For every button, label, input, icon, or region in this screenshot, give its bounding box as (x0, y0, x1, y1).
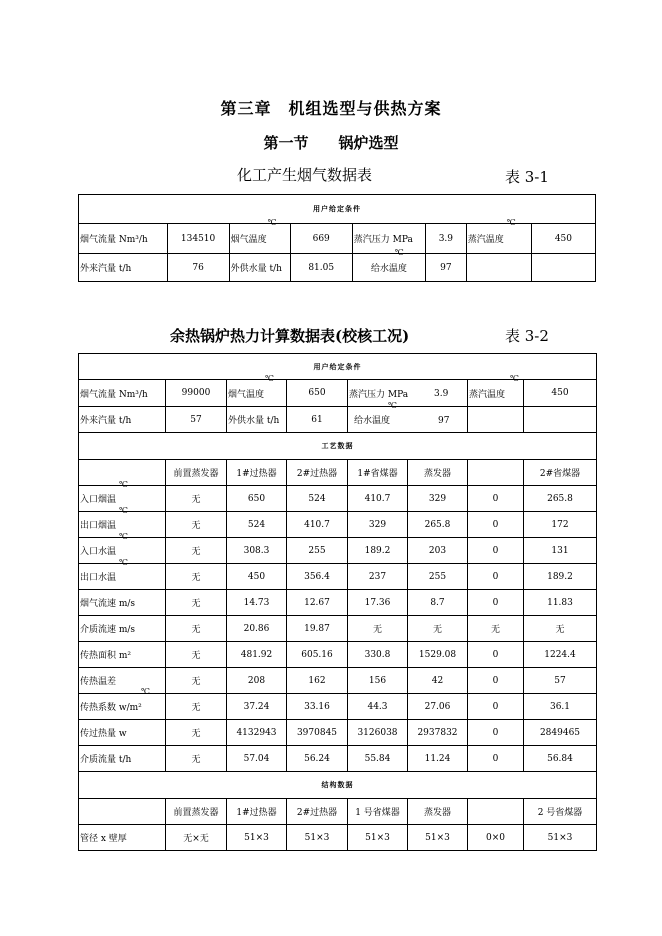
structure-column-header-row (79, 799, 597, 825)
row-label: ℃ 出口水温 (79, 564, 166, 590)
table2-cell: 外来汽量 t/h (79, 407, 166, 433)
table1-cell: ℃ 给水温度 (352, 254, 425, 282)
column-header: 蒸发器 (408, 460, 468, 486)
table-cell: 无 (524, 616, 597, 642)
table1-cell: ℃ 蒸汽温度 (466, 224, 531, 254)
table-cell: 237 (348, 564, 408, 590)
table-row (79, 616, 597, 642)
table2 (78, 353, 597, 851)
table-cell: 0×0 (468, 825, 524, 851)
table1-cell: 3.9 (426, 224, 467, 254)
table-cell: 450 (227, 564, 287, 590)
degree-symbol: ℃ (265, 374, 274, 383)
table1-cell: 外供水量 t/h (229, 254, 290, 282)
table-cell: 无 (166, 746, 227, 772)
table-cell: 265.8 (408, 512, 468, 538)
table1-cell: 450 (531, 224, 595, 254)
table-cell: 356.4 (287, 564, 348, 590)
structure-data-header: 结构数据 (79, 772, 597, 799)
table-cell: 330.8 (348, 642, 408, 668)
table1-cell: 669 (290, 224, 352, 254)
degree-symbol: ℃ (141, 687, 150, 696)
table-cell: 0 (468, 642, 524, 668)
table-cell: 203 (408, 538, 468, 564)
table-cell: 189.2 (524, 564, 597, 590)
table-row (79, 720, 597, 746)
table1-cell: ℃ 烟气温度 (229, 224, 290, 254)
table1-caption: 化工产生烟气数据表 (237, 166, 373, 184)
table-cell: 56.24 (287, 746, 348, 772)
table-row (79, 512, 597, 538)
table-cell: 0 (468, 486, 524, 512)
table2-number: 表 3-2 (505, 327, 549, 345)
table2-caption: 余热锅炉热力计算数据表(校核工况) (170, 327, 410, 345)
table2-cell: 烟气流量 Nm³/h (79, 380, 166, 407)
table-cell: 2849465 (524, 720, 597, 746)
table-cell: 51×3 (408, 825, 468, 851)
table-cell: 无 (348, 616, 408, 642)
table-row (79, 825, 597, 851)
table-cell: 131 (524, 538, 597, 564)
column-header: 前置蒸发器 (166, 460, 227, 486)
table-cell: 524 (227, 512, 287, 538)
table-cell: 162 (287, 668, 348, 694)
table-cell: 无×无 (166, 825, 227, 851)
table-cell: 无 (166, 694, 227, 720)
table-cell: 255 (408, 564, 468, 590)
table1-cell: 81.05 (290, 254, 352, 282)
table2-cell: ℃ 给水温度 97 (348, 407, 468, 433)
degree-symbol: ℃ (119, 480, 128, 489)
table1-cell: 76 (167, 254, 229, 282)
table-cell: 255 (287, 538, 348, 564)
row-label: ℃ 入口烟温 (79, 486, 166, 512)
table-cell: 308.3 (227, 538, 287, 564)
table-cell: 无 (166, 616, 227, 642)
row-label: 介质流量 t/h (79, 746, 166, 772)
table-cell: 无 (166, 590, 227, 616)
table2-cell: 450 (524, 380, 597, 407)
table1-cell: 外来汽量 t/h (79, 254, 168, 282)
table-row (79, 642, 597, 668)
table-cell: 无 (166, 642, 227, 668)
degree-symbol: ℃ (119, 558, 128, 567)
table-cell: 0 (468, 668, 524, 694)
table-cell: 4132943 (227, 720, 287, 746)
table2-cell (524, 407, 597, 433)
table-cell: 51×3 (227, 825, 287, 851)
process-data-header: 工艺数据 (79, 433, 597, 460)
column-header: 1#过热器 (227, 460, 287, 486)
table-cell: 无 (166, 538, 227, 564)
table2-header: 用户给定条件 (79, 354, 597, 380)
degree-symbol: ℃ (510, 374, 519, 383)
table-cell: 1224.4 (524, 642, 597, 668)
table-cell: 51×3 (524, 825, 597, 851)
table-row (79, 668, 597, 694)
table-cell: 3970845 (287, 720, 348, 746)
row-label: 传过热量 w (79, 720, 166, 746)
table-cell: 12.67 (287, 590, 348, 616)
table-cell: 524 (287, 486, 348, 512)
table-cell: 27.06 (408, 694, 468, 720)
table-cell: 无 (166, 486, 227, 512)
column-header-row (79, 460, 597, 486)
table2-cell: 99000 (166, 380, 227, 407)
table2-cell: 蒸汽压力 MPa 3.9 (348, 380, 468, 407)
column-header (468, 460, 524, 486)
table-cell: 36.1 (524, 694, 597, 720)
table-cell: 无 (468, 616, 524, 642)
degree-symbol: ℃ (506, 218, 516, 227)
table-cell: 650 (227, 486, 287, 512)
table-cell: 17.36 (348, 590, 408, 616)
column-header: 2#过热器 (287, 799, 348, 825)
table-cell: 无 (166, 512, 227, 538)
column-header: 前置蒸发器 (166, 799, 227, 825)
table-cell: 0 (468, 512, 524, 538)
column-header: 2#过热器 (287, 460, 348, 486)
table-cell: 1529.08 (408, 642, 468, 668)
table-cell: 56.84 (524, 746, 597, 772)
table-cell: 0 (468, 538, 524, 564)
table2-cell: ℃ 蒸汽温度 (468, 380, 524, 407)
column-header: 2 号省煤器 (524, 799, 597, 825)
table-cell: 51×3 (287, 825, 348, 851)
table-cell: 44.3 (348, 694, 408, 720)
table-cell: 57.04 (227, 746, 287, 772)
table-row (79, 538, 597, 564)
table-row (79, 590, 597, 616)
chapter-title: 第三章 机组选型与供热方案 (220, 99, 442, 118)
degree-symbol: ℃ (267, 218, 277, 227)
table1 (78, 194, 596, 282)
table-cell: 208 (227, 668, 287, 694)
table-cell: 0 (468, 564, 524, 590)
table2-cell: ℃ 烟气温度 (227, 380, 287, 407)
table1-header: 用户给定条件 (79, 195, 596, 224)
table-cell: 172 (524, 512, 597, 538)
row-label: 烟气流速 m/s (79, 590, 166, 616)
table-cell: 265.8 (524, 486, 597, 512)
row-label: ℃ 入口水温 (79, 538, 166, 564)
table-cell: 329 (408, 486, 468, 512)
table-cell: 55.84 (348, 746, 408, 772)
table-cell: 20.86 (227, 616, 287, 642)
table1-number: 表 3-1 (505, 168, 549, 186)
table-cell: 11.83 (524, 590, 597, 616)
table-cell: 11.24 (408, 746, 468, 772)
row-label: ℃ 传热系数 w/m² (79, 694, 166, 720)
table1-cell: 蒸汽压力 MPa (352, 224, 425, 254)
table-cell: 37.24 (227, 694, 287, 720)
row-label: 管径 x 壁厚 (79, 825, 166, 851)
table-cell: 无 (408, 616, 468, 642)
section-title: 第一节 锅炉选型 (263, 134, 399, 152)
table-cell: 33.16 (287, 694, 348, 720)
row-label: 介质流速 m/s (79, 616, 166, 642)
table-cell: 19.87 (287, 616, 348, 642)
column-header: 蒸发器 (408, 799, 468, 825)
table-cell: 329 (348, 512, 408, 538)
table1-cell: 97 (426, 254, 467, 282)
table-row (79, 564, 597, 590)
table1-cell: 134510 (167, 224, 229, 254)
column-header: 1 号省煤器 (348, 799, 408, 825)
table-cell: 2937832 (408, 720, 468, 746)
table-cell: 57 (524, 668, 597, 694)
table-cell: 14.73 (227, 590, 287, 616)
table2-cell (468, 407, 524, 433)
table2-cell (79, 799, 166, 825)
table-cell: 0 (468, 720, 524, 746)
column-header (468, 799, 524, 825)
table-cell: 8.7 (408, 590, 468, 616)
column-header: 2#省煤器 (524, 460, 597, 486)
table-cell: 51×3 (348, 825, 408, 851)
row-label: 传热面积 m² (79, 642, 166, 668)
table-cell: 481.92 (227, 642, 287, 668)
table-row (79, 746, 597, 772)
degree-symbol: ℃ (394, 248, 404, 257)
table-cell: 无 (166, 564, 227, 590)
table-cell: 410.7 (348, 486, 408, 512)
degree-symbol: ℃ (119, 506, 128, 515)
table1-cell (466, 254, 531, 282)
table-cell: 0 (468, 590, 524, 616)
degree-symbol: ℃ (388, 401, 397, 410)
table-cell: 无 (166, 668, 227, 694)
table-cell: 0 (468, 746, 524, 772)
table-cell: 605.16 (287, 642, 348, 668)
table-cell: 156 (348, 668, 408, 694)
table-cell: 42 (408, 668, 468, 694)
table2-cell: 57 (166, 407, 227, 433)
column-header: 1#省煤器 (348, 460, 408, 486)
table1-cell: 烟气流量 Nm³/h (79, 224, 168, 254)
row-label: ℃ 出口烟温 (79, 512, 166, 538)
table-cell: 189.2 (348, 538, 408, 564)
column-header: 1#过热器 (227, 799, 287, 825)
row-label: 传热温差 (79, 668, 166, 694)
table-row (79, 486, 597, 512)
table-cell: 3126038 (348, 720, 408, 746)
table1-cell (531, 254, 595, 282)
degree-symbol: ℃ (119, 532, 128, 541)
table-cell: 410.7 (287, 512, 348, 538)
table2-cell: 61 (287, 407, 348, 433)
table-cell: 无 (166, 720, 227, 746)
table-cell: 0 (468, 694, 524, 720)
table2-cell: 650 (287, 380, 348, 407)
table-row (79, 694, 597, 720)
table2-cell: 外供水量 t/h (227, 407, 287, 433)
